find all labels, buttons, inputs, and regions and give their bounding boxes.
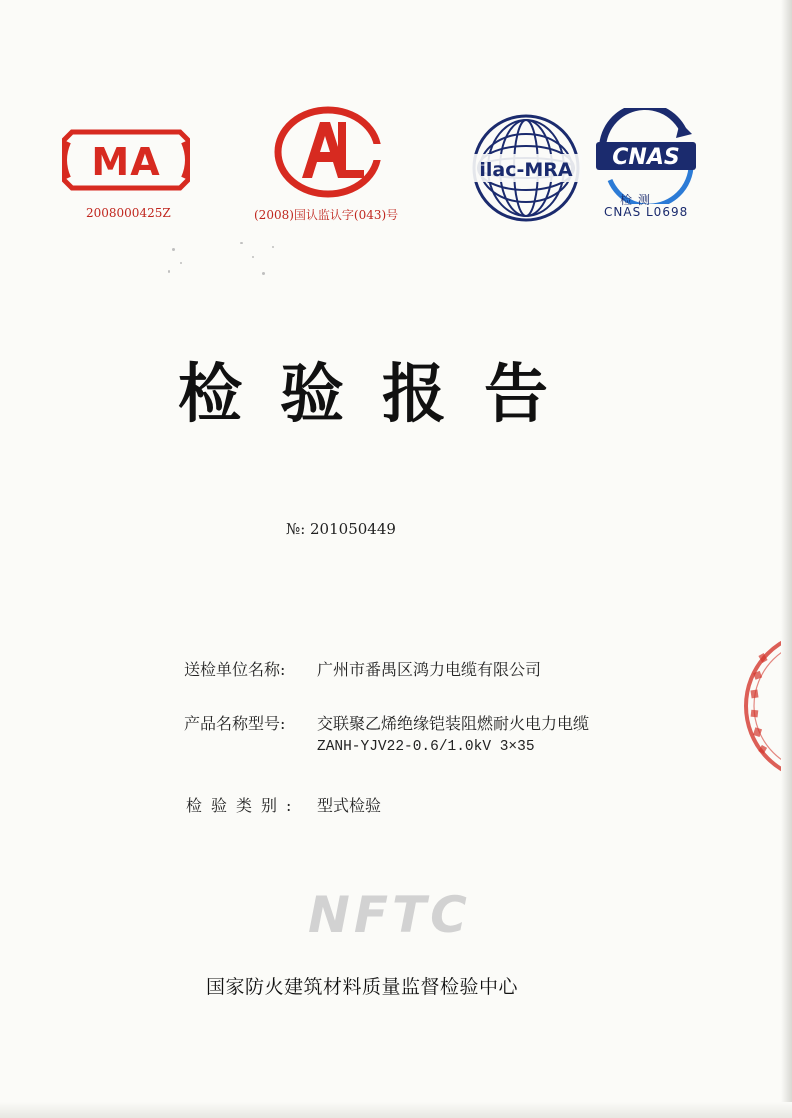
issuer-name: 国家防火建筑材料质量监督检验中心 xyxy=(206,976,519,998)
product-model: ZANH-YJV22-0.6/1.0kV 3×35 xyxy=(317,739,535,755)
client-label: 送检单位名称: xyxy=(184,660,286,679)
scan-bottom-edge xyxy=(0,1102,792,1118)
cnas-label: CNAS xyxy=(612,145,680,170)
client-value: 广州市番禺区鸿力电缆有限公司 xyxy=(317,660,542,679)
cnas-logo-icon xyxy=(588,108,706,204)
scan-speck xyxy=(272,246,274,248)
cal-logo-icon xyxy=(272,104,384,200)
report-title: 检验报告 xyxy=(178,358,586,432)
scan-speck xyxy=(168,270,170,273)
scan-speck xyxy=(252,256,254,258)
cnas-code: CNAS L0698 xyxy=(604,205,689,219)
scan-speck xyxy=(180,262,182,264)
cma-code: 2008000425Z xyxy=(86,206,171,220)
inspection-type-value: 型式检验 xyxy=(317,796,382,815)
ilac-mra-logo-icon xyxy=(470,112,582,224)
nftc-watermark: NFTC xyxy=(308,886,471,944)
inspection-type-label: 检验类别: xyxy=(186,796,301,815)
cma-logo-icon xyxy=(62,128,190,192)
scan-speck xyxy=(172,248,175,251)
report-number: №: 201050449 xyxy=(286,520,396,538)
product-label: 产品名称型号: xyxy=(184,714,286,733)
ilac-label: ilac-MRA xyxy=(479,159,573,181)
cal-code: (2008)国认监认字(043)号 xyxy=(254,208,399,222)
svg-text:MA: MA xyxy=(91,140,161,184)
scan-speck xyxy=(262,272,265,275)
scan-edge xyxy=(781,0,792,1118)
cnas-subtitle: 检 测 xyxy=(620,193,651,207)
product-value: 交联聚乙烯绝缘铠装阻燃耐火电力电缆 xyxy=(317,714,590,733)
scan-speck xyxy=(240,242,243,244)
